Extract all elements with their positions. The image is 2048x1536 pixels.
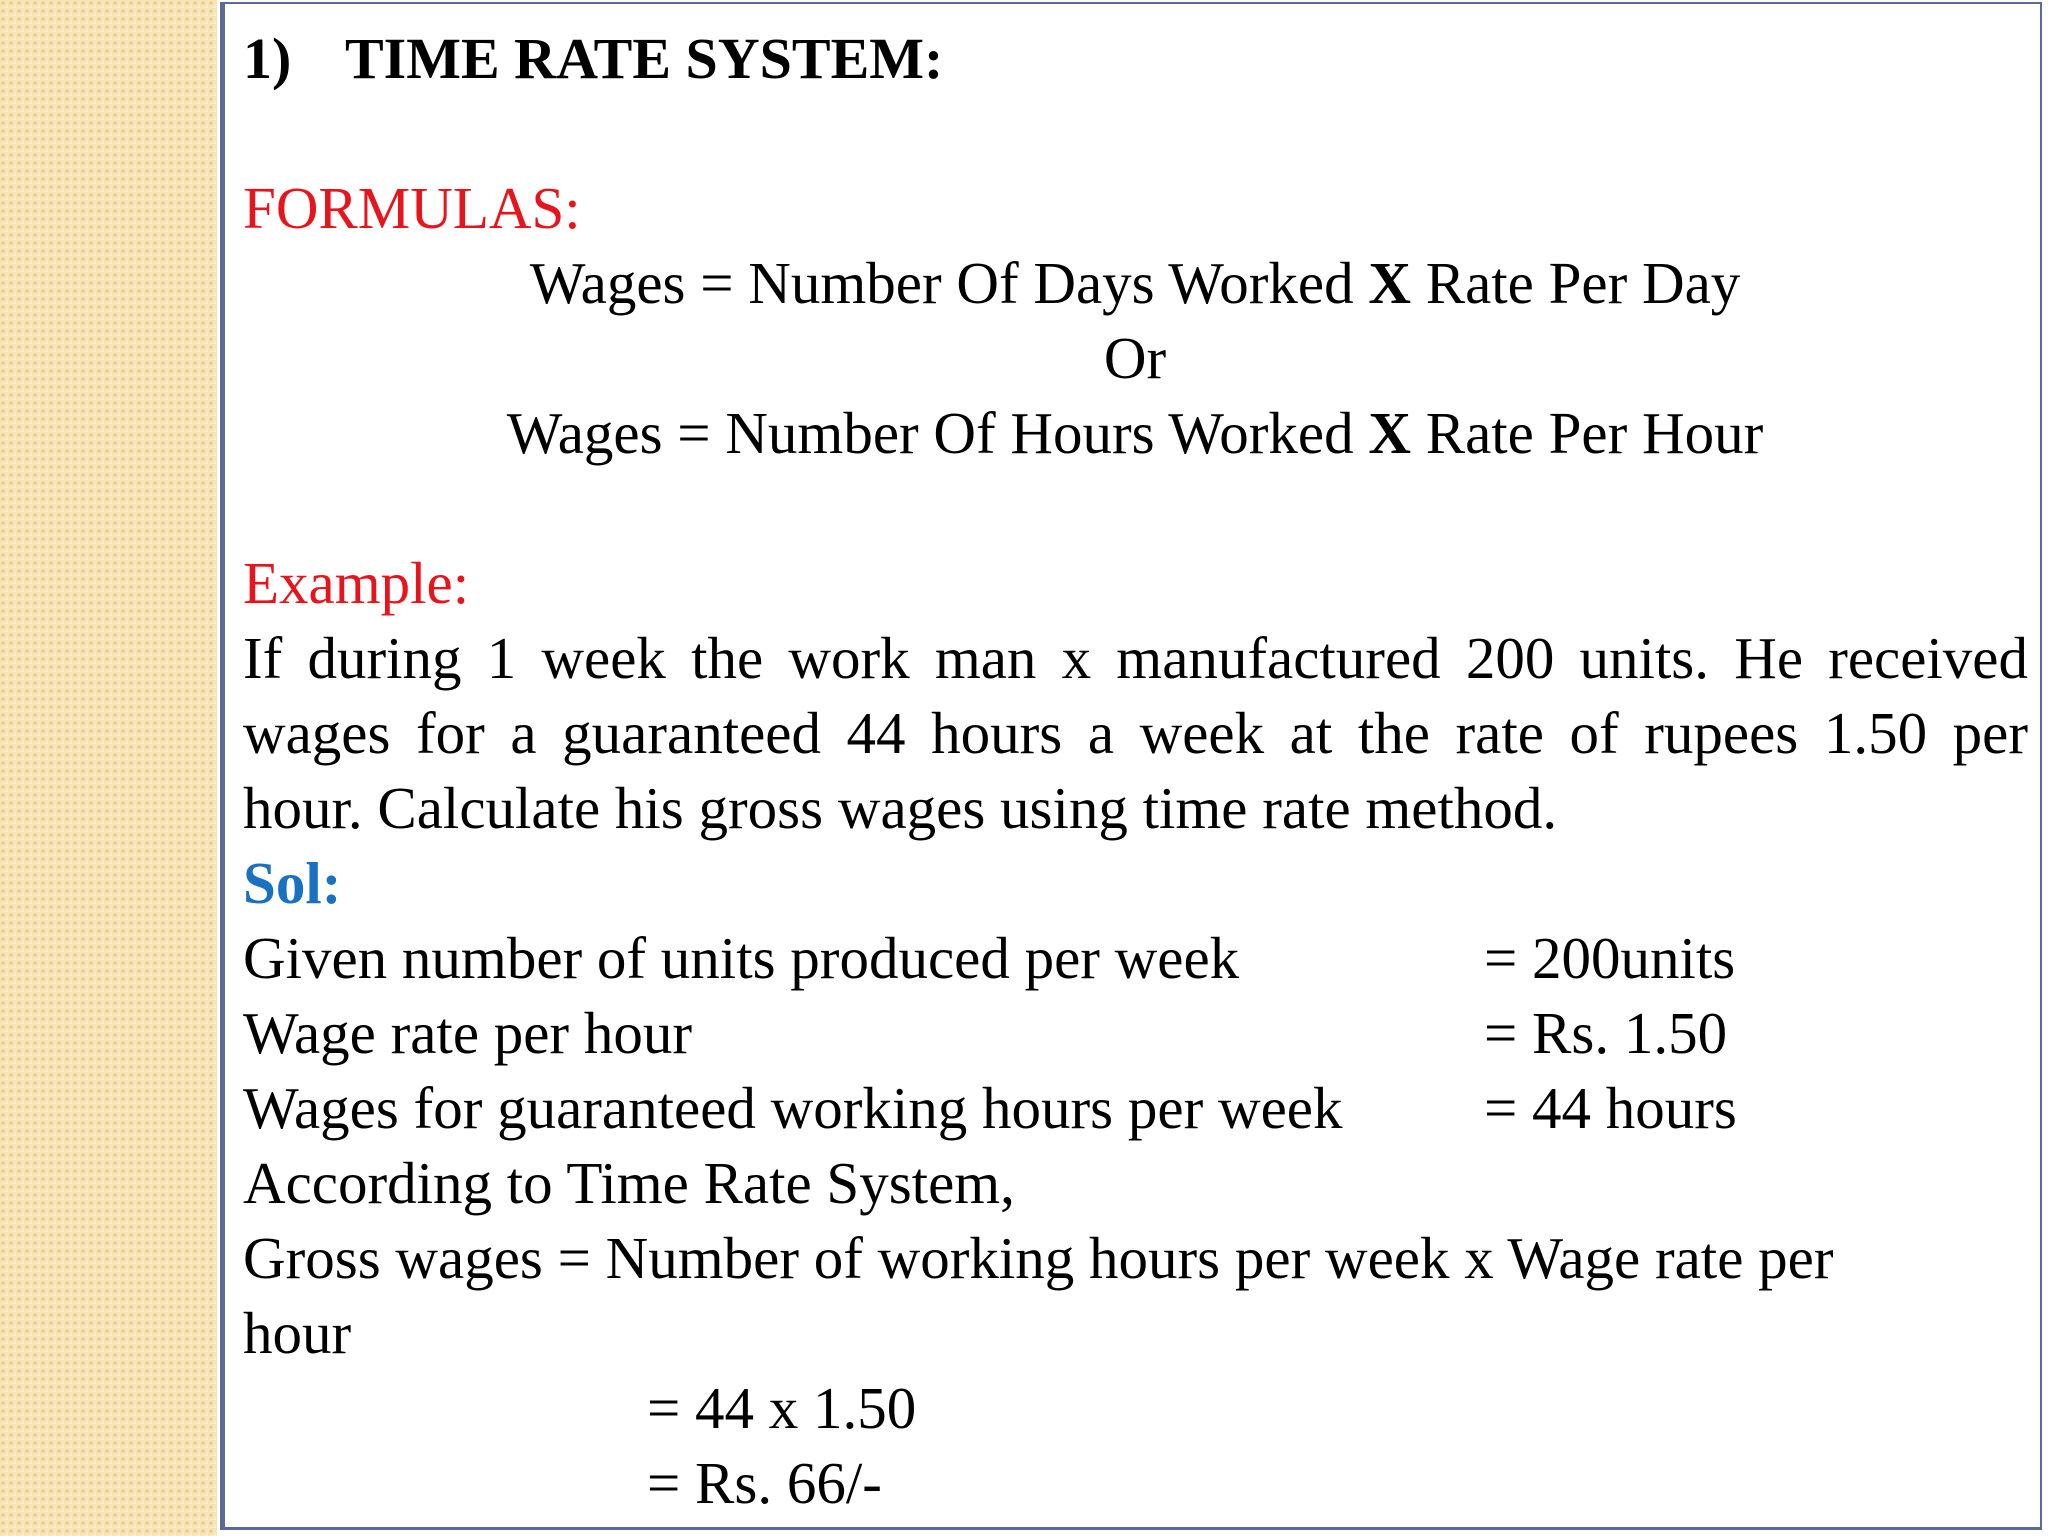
heading-title: TIME RATE SYSTEM: (345, 26, 944, 91)
given-row (243, 921, 1239, 996)
given-value: = Rs. 1.50 (1484, 1000, 1728, 1066)
example-text-line: If during 1 week the work man x manufactured 200 units. He received (243, 625, 2028, 691)
example-text-line: hour. Calculate his gross wages using time rate method. (243, 775, 1558, 841)
example-text-line: wages for a guaranteed 44 hours a week at the rate of rupees 1.50 per (243, 700, 2028, 766)
according-text: According to Time Rate System, (243, 1150, 1015, 1216)
heading-number: 1) (243, 26, 292, 91)
formula-days-right: Rate Per Day (1410, 250, 1741, 316)
formula-days (225, 246, 2045, 321)
given-row (243, 1071, 1342, 1146)
or-separator: Or (1103, 325, 1167, 391)
example-label: Example: (243, 550, 470, 616)
multiply-operator: X (1368, 400, 1411, 466)
given-label: Wage rate per hour (243, 1000, 692, 1066)
formulas-label: FORMULAS: (243, 175, 581, 241)
multiply-operator: X (1368, 250, 1411, 316)
solution-label: Sol: (243, 850, 342, 916)
gross-wages-formula-cont: hour (243, 1300, 352, 1366)
formula-hours (225, 396, 2045, 471)
formula-days-left: Wages = Number Of Days Worked (529, 250, 1369, 316)
gross-wages-formula: Gross wages = Number of working hours per week x Wage rate per (243, 1225, 1834, 1291)
given-value: = 44 hours (1484, 1075, 1737, 1141)
formula-hours-right: Rate Per Hour (1410, 400, 1764, 466)
given-label: Wages for guaranteed working hours per week (243, 1075, 1343, 1141)
slide-heading (243, 21, 943, 96)
given-row (243, 996, 692, 1071)
calculation-step: = 44 x 1.50 (647, 1375, 917, 1441)
given-value: = 200units (1484, 925, 1736, 991)
formula-hours-left: Wages = Number Of Hours Worked (506, 400, 1369, 466)
calculation-result: = Rs. 66/- (647, 1450, 882, 1516)
given-label: Given number of units produced per week (243, 925, 1240, 991)
